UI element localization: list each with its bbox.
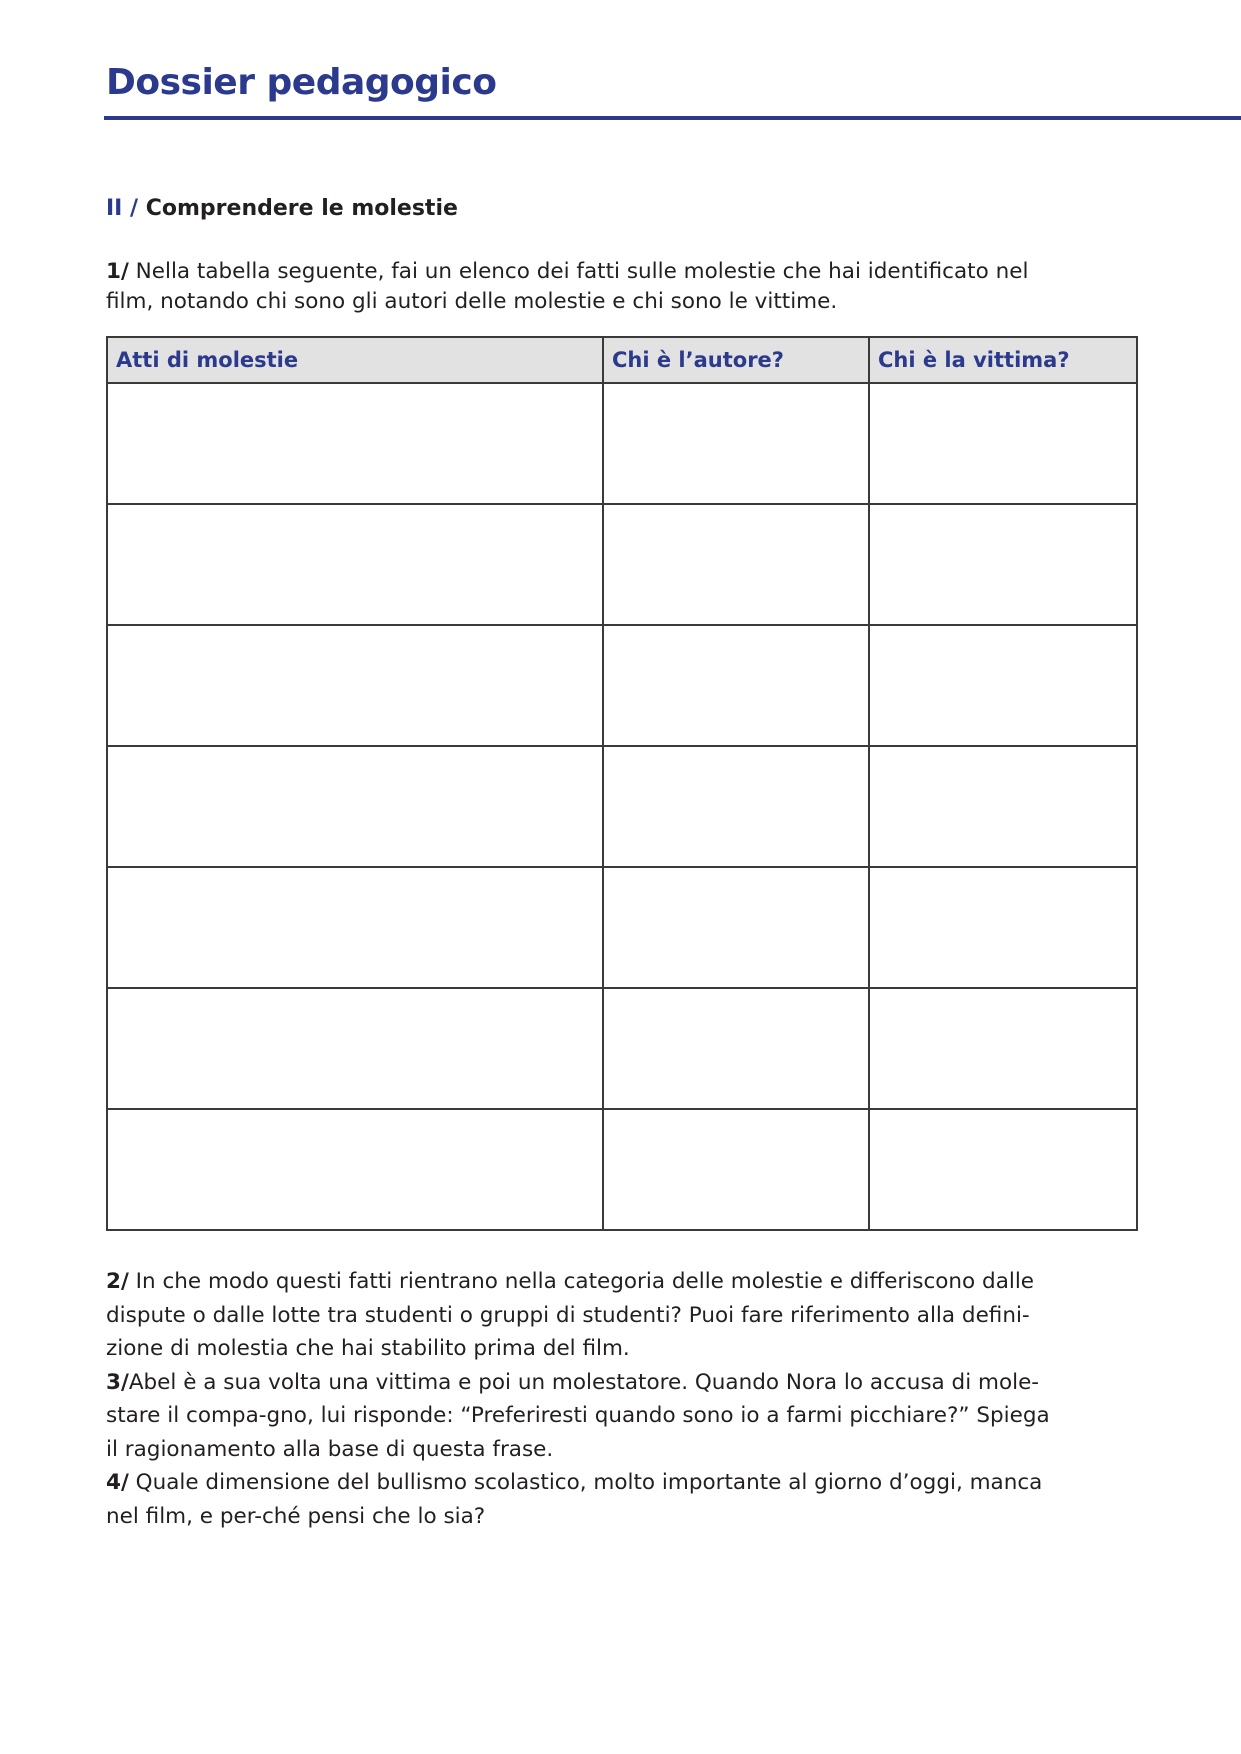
table-cell-victim[interactable] bbox=[869, 1109, 1137, 1230]
table-cell-victim[interactable] bbox=[869, 504, 1137, 625]
question-2-number: 2/ bbox=[106, 1269, 129, 1294]
table-cell-victim[interactable] bbox=[869, 867, 1137, 988]
question-4-line-2: nel film, e per-ché pensi che lo sia? bbox=[106, 1503, 486, 1529]
section-heading bbox=[106, 196, 458, 221]
table-cell-victim[interactable] bbox=[869, 625, 1137, 746]
question-2-line-2: dispute o dalle lotte tra studenti o gruppi di studenti? Puoi fare riferimento alla defini- bbox=[106, 1302, 1030, 1328]
table-row bbox=[107, 383, 1137, 504]
column-header-author: Chi è l’autore? bbox=[603, 337, 869, 383]
table-cell-victim[interactable] bbox=[869, 383, 1137, 504]
table-cell-author[interactable] bbox=[603, 625, 869, 746]
table-cell-author[interactable] bbox=[603, 383, 869, 504]
table-cell-acts[interactable] bbox=[107, 383, 603, 504]
table-cell-author[interactable] bbox=[603, 504, 869, 625]
question-4-line-1: 4/ Quale dimensione del bullismo scolastico, molto importante al giorno d’oggi, manca bbox=[106, 1470, 1043, 1495]
question-3-line-1: 3/Abel è a sua volta una vittima e poi un molestatore. Quando Nora lo accusa di mole- bbox=[106, 1369, 1040, 1395]
question-2-line-1: 2/ In che modo questi fatti rientrano nella categoria delle molestie e differiscono dalle bbox=[106, 1269, 1035, 1294]
table-cell-acts[interactable] bbox=[107, 988, 603, 1109]
question-1-number: 1/ bbox=[106, 259, 129, 284]
table-cell-acts[interactable] bbox=[107, 746, 603, 867]
table-row bbox=[107, 746, 1137, 867]
table-row bbox=[107, 625, 1137, 746]
table-row bbox=[107, 1109, 1137, 1230]
table-cell-acts[interactable] bbox=[107, 625, 603, 746]
table-cell-victim[interactable] bbox=[869, 988, 1137, 1109]
question-3-line-2: stare il compa-gno, lui risponde: “Preferiresti quando sono io a farmi picchiare?” Spiega bbox=[106, 1403, 1050, 1428]
table-cell-author[interactable] bbox=[603, 867, 869, 988]
table-cell-author[interactable] bbox=[603, 746, 869, 867]
table-row bbox=[107, 504, 1137, 625]
section-number: II / bbox=[106, 196, 139, 221]
table-cell-victim[interactable] bbox=[869, 746, 1137, 867]
question-3-number: 3/ bbox=[106, 1369, 129, 1395]
column-header-acts: Atti di molestie bbox=[107, 337, 603, 383]
table-cell-acts[interactable] bbox=[107, 1109, 603, 1230]
question-4-number: 4/ bbox=[106, 1470, 129, 1495]
table-header-row bbox=[107, 337, 1137, 383]
column-header-victim: Chi è la vittima? bbox=[869, 337, 1137, 383]
question-2-line-3: zione di molestia che hai stabilito prima del film. bbox=[106, 1336, 630, 1361]
table-cell-author[interactable] bbox=[603, 988, 869, 1109]
question-1 bbox=[106, 257, 1028, 317]
table-cell-acts[interactable] bbox=[107, 867, 603, 988]
harassment-table bbox=[106, 336, 1138, 1231]
table-cell-acts[interactable] bbox=[107, 504, 603, 625]
table-cell-author[interactable] bbox=[603, 1109, 869, 1230]
header-divider bbox=[104, 116, 1241, 120]
question-1-line-1: 1/ Nella tabella seguente, fai un elenco dei fatti sulle molestie che hai identificato nel bbox=[106, 259, 1029, 284]
question-1-line-2: film, notando chi sono gli autori delle molestie e chi sono le vittime. bbox=[106, 289, 838, 314]
questions-2-to-4 bbox=[106, 1265, 1050, 1533]
question-3-line-3: il ragionamento alla base di questa frase. bbox=[106, 1436, 554, 1462]
table-row bbox=[107, 988, 1137, 1109]
page-title: Dossier pedagogico bbox=[106, 62, 497, 103]
section-title: Comprendere le molestie bbox=[145, 196, 458, 221]
table-row bbox=[107, 867, 1137, 988]
